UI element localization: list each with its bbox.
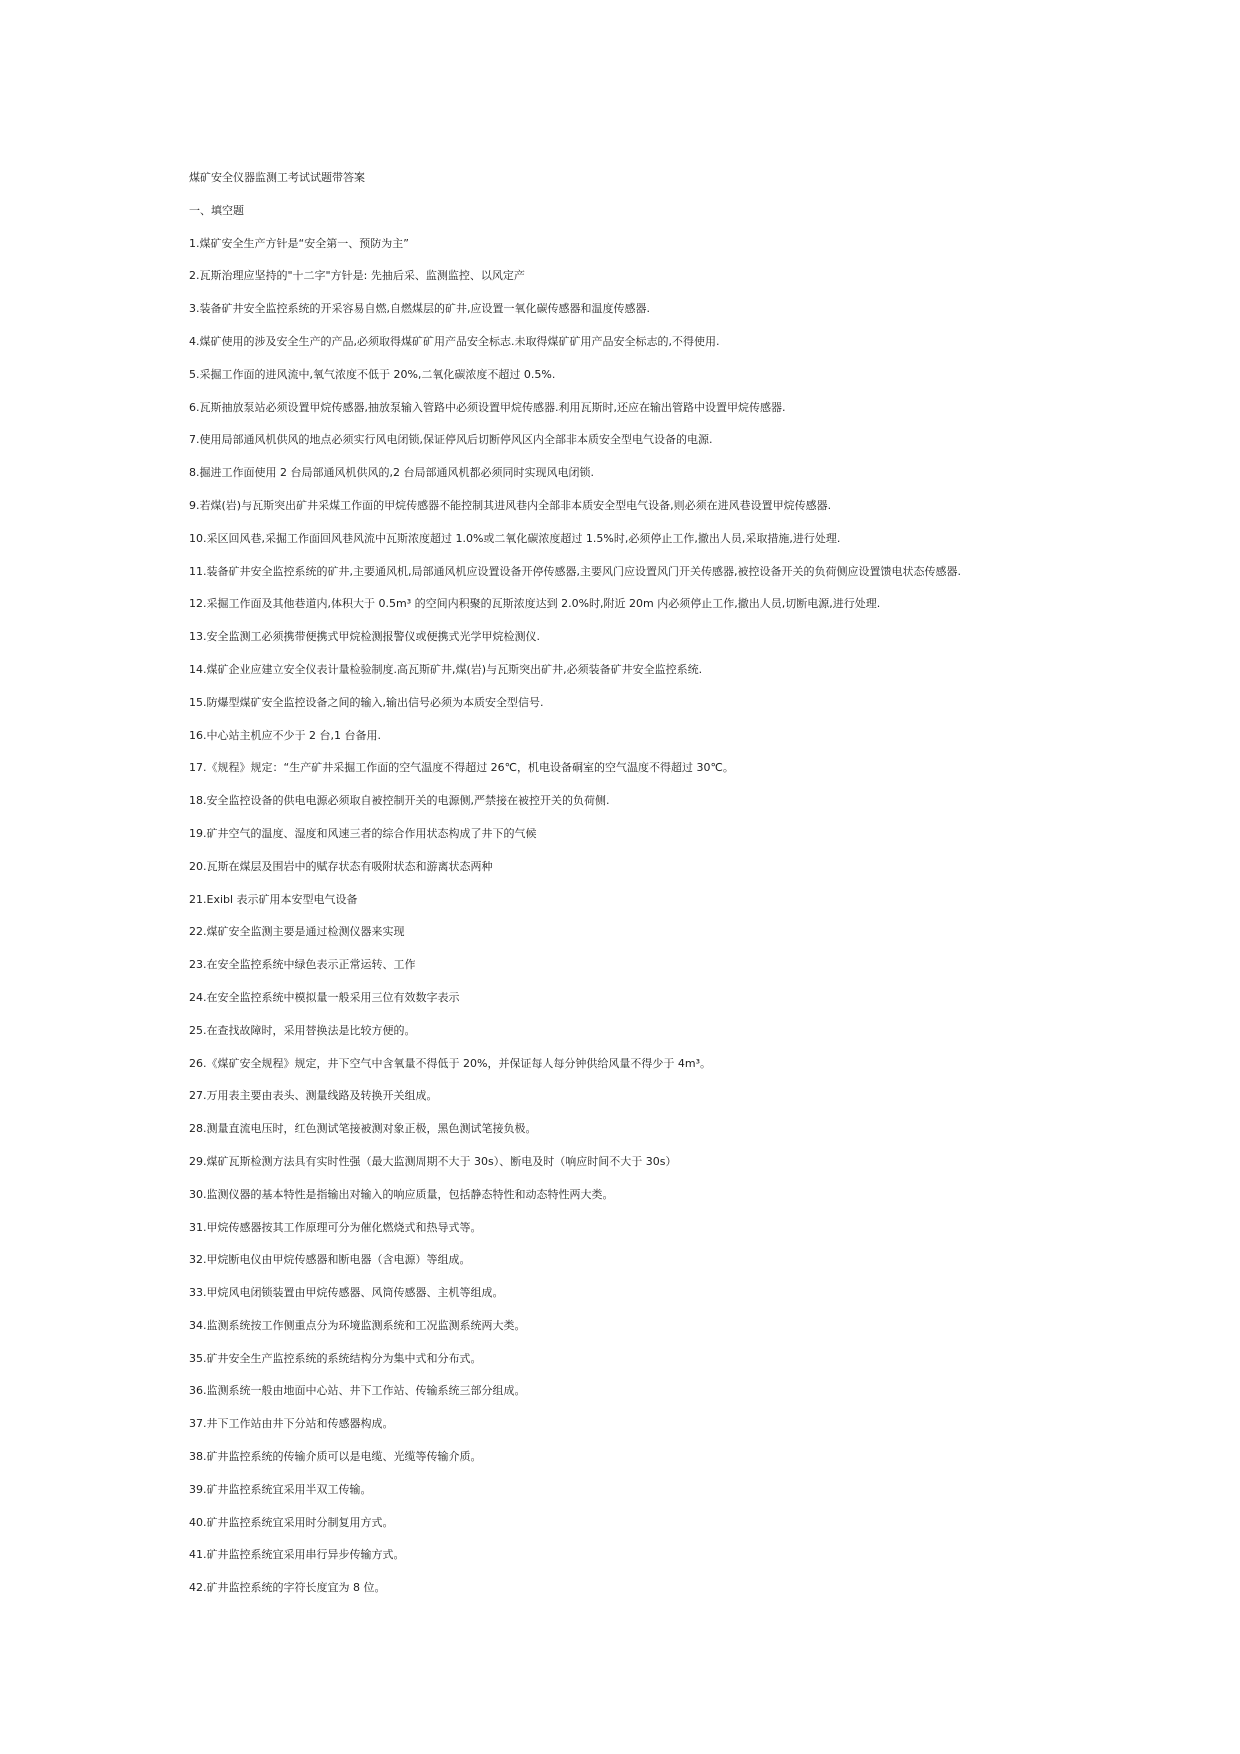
question-item: 27.万用表主要由表头、测量线路及转换开关组成。 xyxy=(189,1089,438,1103)
question-item: 14.煤矿企业应建立安全仪表计量检验制度.高瓦斯矿井,煤(岩)与瓦斯突出矿井,必须装备矿井安全监控系统. xyxy=(189,662,703,676)
question-item: 26.《煤矿安全规程》规定，井下空气中含氧量不得低于 20%，并保证每人每分钟供给风量不得少于 4m³。 xyxy=(189,1056,712,1070)
question-item: 13.安全监测工必须携带便携式甲烷检测报警仪或便携式光学甲烷检测仪. xyxy=(189,630,540,644)
question-item: 17.《规程》规定：“生产矿井采掘工作面的空气温度不得超过 26℃，机电设备硐室的空气温度不得超过 30℃。 xyxy=(189,761,734,775)
question-item: 7.使用局部通风机供风的地点必须实行风电闭锁,保证停风后切断停风区内全部非本质安全型电气设备的电源. xyxy=(189,433,713,447)
question-item: 24.在安全监控系统中模拟量一般采用三位有效数字表示 xyxy=(189,990,460,1004)
question-item: 10.采区回风巷,采掘工作面回风巷风流中瓦斯浓度超过 1.0%或二氧化碳浓度超过 1.5%时,必须停止工作,撤出人员,采取措施,进行处理. xyxy=(189,531,841,545)
document-title: 煤矿安全仪器监测工考试试题带答案 xyxy=(189,171,365,184)
question-item: 31.甲烷传感器按其工作原理可分为催化燃烧式和热导式等。 xyxy=(189,1220,482,1234)
question-item: 18.安全监控设备的供电电源必须取自被控制开关的电源侧,严禁接在被控开关的负荷侧. xyxy=(189,794,610,808)
question-item: 3.装备矿井安全监控系统的开采容易自燃,自燃煤层的矿井,应设置一氧化碳传感器和温度传感器. xyxy=(189,302,650,316)
question-item: 29.煤矿瓦斯检测方法具有实时性强（最大监测周期不大于 30s）、断电及时（响应时间不大于 30s） xyxy=(189,1154,677,1168)
question-item: 11.装备矿井安全监控系统的矿井,主要通风机,局部通风机应设置设备开停传感器,主要风门应设置风门开关传感器,被控设备开关的负荷侧应设置馈电状态传感器. xyxy=(189,564,961,578)
question-item: 25.在查找故障时，采用替换法是比较方便的。 xyxy=(189,1023,416,1037)
question-item: 28.测量直流电压时，红色测试笔接被测对象正极，黑色测试笔接负极。 xyxy=(189,1122,537,1136)
question-item: 12.采掘工作面及其他巷道内,体积大于 0.5m³ 的空间内积聚的瓦斯浓度达到 2.0%时,附近 20m 内必须停止工作,撤出人员,切断电源,进行处理. xyxy=(189,597,881,611)
question-item: 16.中心站主机应不少于 2 台,1 台备用. xyxy=(189,728,381,742)
question-item: 30.监测仪器的基本特性是指输出对输入的响应质量，包括静态特性和动态特性两大类。 xyxy=(189,1187,614,1201)
section-heading: 一、填空题 xyxy=(189,203,244,217)
question-item: 9.若煤(岩)与瓦斯突出矿井采煤工作面的甲烷传感器不能控制其进风巷内全部非本质安全型电气设备,则必须在进风巷设置甲烷传感器. xyxy=(189,498,832,512)
question-item: 23.在安全监控系统中绿色表示正常运转、工作 xyxy=(189,958,416,972)
question-item: 21.Exibl 表示矿用本安型电气设备 xyxy=(189,892,358,906)
question-item: 15.防爆型煤矿安全监控设备之间的输入,输出信号必须为本质安全型信号. xyxy=(189,695,544,709)
question-item: 1.煤矿安全生产方针是“安全第一、预防为主” xyxy=(189,236,409,250)
question-item: 5.采掘工作面的进风流中,氧气浓度不低于 20%,二氧化碳浓度不超过 0.5%. xyxy=(189,367,556,381)
question-item: 2.瓦斯治理应坚持的"十二字"方针是: 先抽后采、监测监控、以风定产 xyxy=(189,269,525,283)
question-item: 8.掘进工作面使用 2 台局部通风机供风的,2 台局部通风机都必须同时实现风电闭锁. xyxy=(189,466,594,480)
question-item: 36.监测系统一般由地面中心站、井下工作站、传输系统三部分组成。 xyxy=(189,1384,526,1398)
question-item: 19.矿井空气的温度、湿度和风速三者的综合作用状态构成了井下的气候 xyxy=(189,826,537,840)
question-item: 41.矿井监控系统宜采用串行异步传输方式。 xyxy=(189,1548,405,1562)
question-item: 37.井下工作站由井下分站和传感器构成。 xyxy=(189,1417,394,1431)
question-item: 32.甲烷断电仪由甲烷传感器和断电器（含电源）等组成。 xyxy=(189,1253,471,1267)
question-item: 20.瓦斯在煤层及围岩中的赋存状态有吸附状态和游离状态两种 xyxy=(189,859,493,873)
question-item: 22.煤矿安全监测主要是通过检测仪器来实现 xyxy=(189,925,405,939)
question-item: 35.矿井安全生产监控系统的系统结构分为集中式和分布式。 xyxy=(189,1351,482,1365)
question-item: 4.煤矿使用的涉及安全生产的产品,必须取得煤矿矿用产品安全标志.未取得煤矿矿用产品安全标志的,不得使用. xyxy=(189,334,720,348)
question-item: 42.矿井监控系统的字符长度宜为 8 位。 xyxy=(189,1581,386,1595)
question-item: 34.监测系统按工作侧重点分为环境监测系统和工况监测系统两大类。 xyxy=(189,1318,526,1332)
question-item: 6.瓦斯抽放泵站必须设置甲烷传感器,抽放泵输入管路中必须设置甲烷传感器.利用瓦斯时,还应在输出管路中设置甲烷传感器. xyxy=(189,400,786,414)
document-body xyxy=(189,171,1209,1614)
question-item: 40.矿井监控系统宜采用时分制复用方式。 xyxy=(189,1515,394,1529)
question-item: 38.矿井监控系统的传输介质可以是电缆、光缆等传输介质。 xyxy=(189,1450,482,1464)
question-item: 33.甲烷风电闭锁装置由甲烷传感器、风筒传感器、主机等组成。 xyxy=(189,1286,504,1300)
question-item: 39.矿井监控系统宜采用半双工传输。 xyxy=(189,1482,372,1496)
